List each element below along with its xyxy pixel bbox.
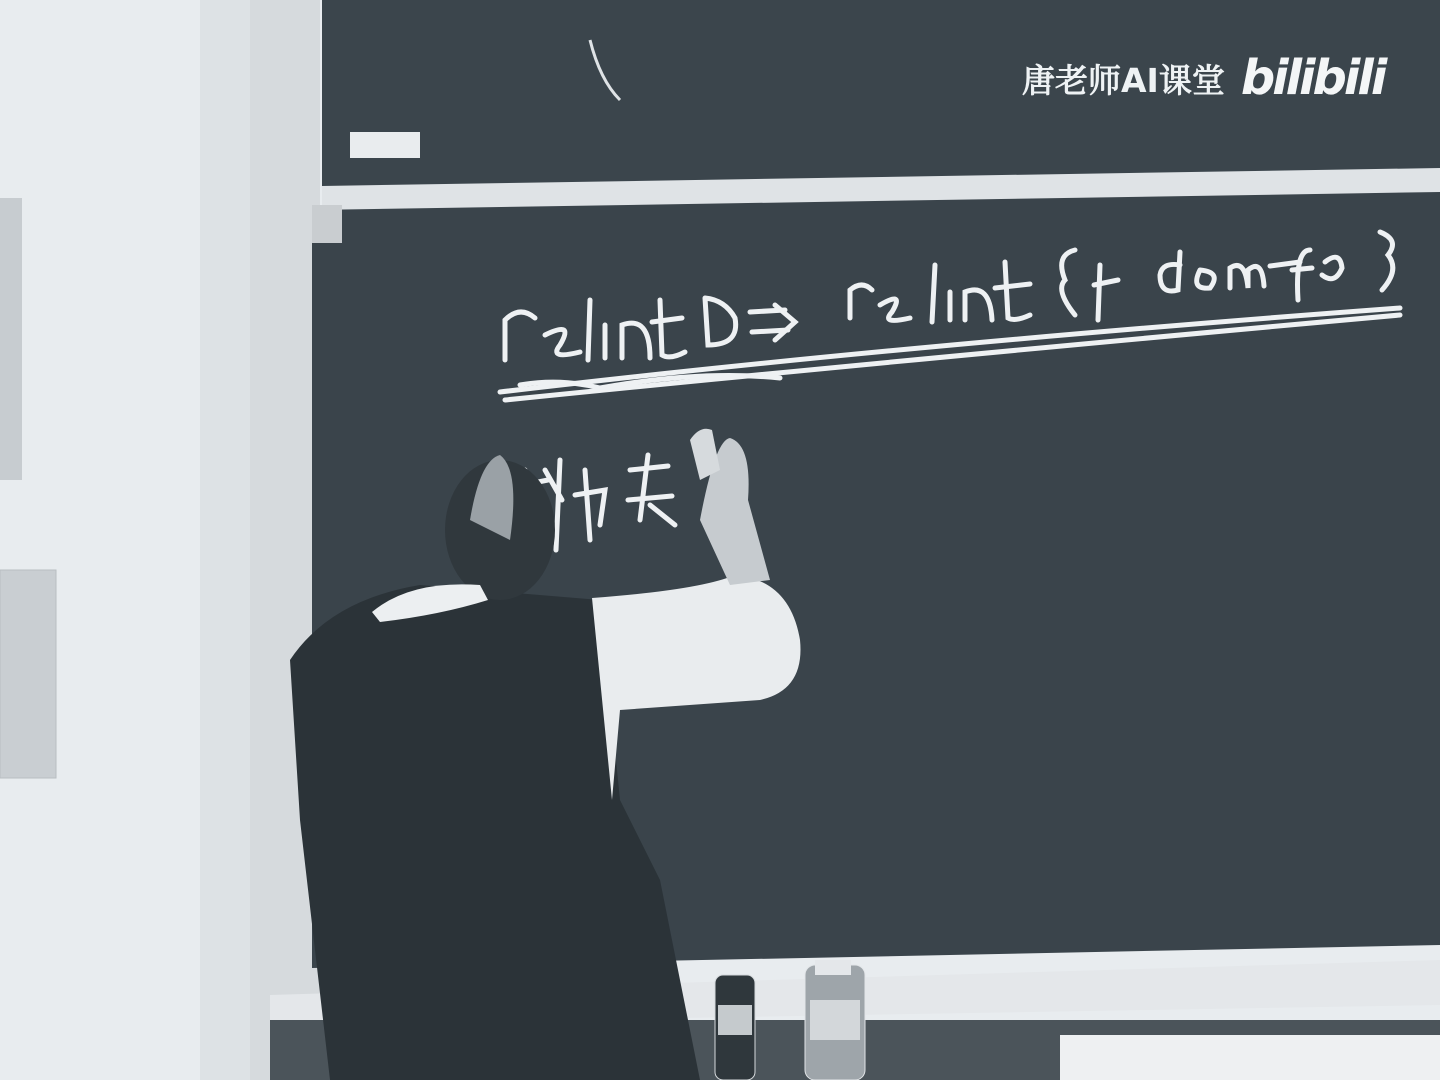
bilibili-logo: bilibili [1240, 50, 1385, 106]
board-clip [312, 205, 342, 243]
wall-dispenser [0, 570, 56, 778]
board-frame-left [250, 0, 320, 1080]
watermark [1022, 50, 1384, 106]
board-sticker [350, 132, 420, 158]
watermark-channel: 唐老师AI课堂 [1022, 60, 1225, 100]
wall-poster [0, 198, 22, 480]
desk-box [1060, 1035, 1440, 1080]
